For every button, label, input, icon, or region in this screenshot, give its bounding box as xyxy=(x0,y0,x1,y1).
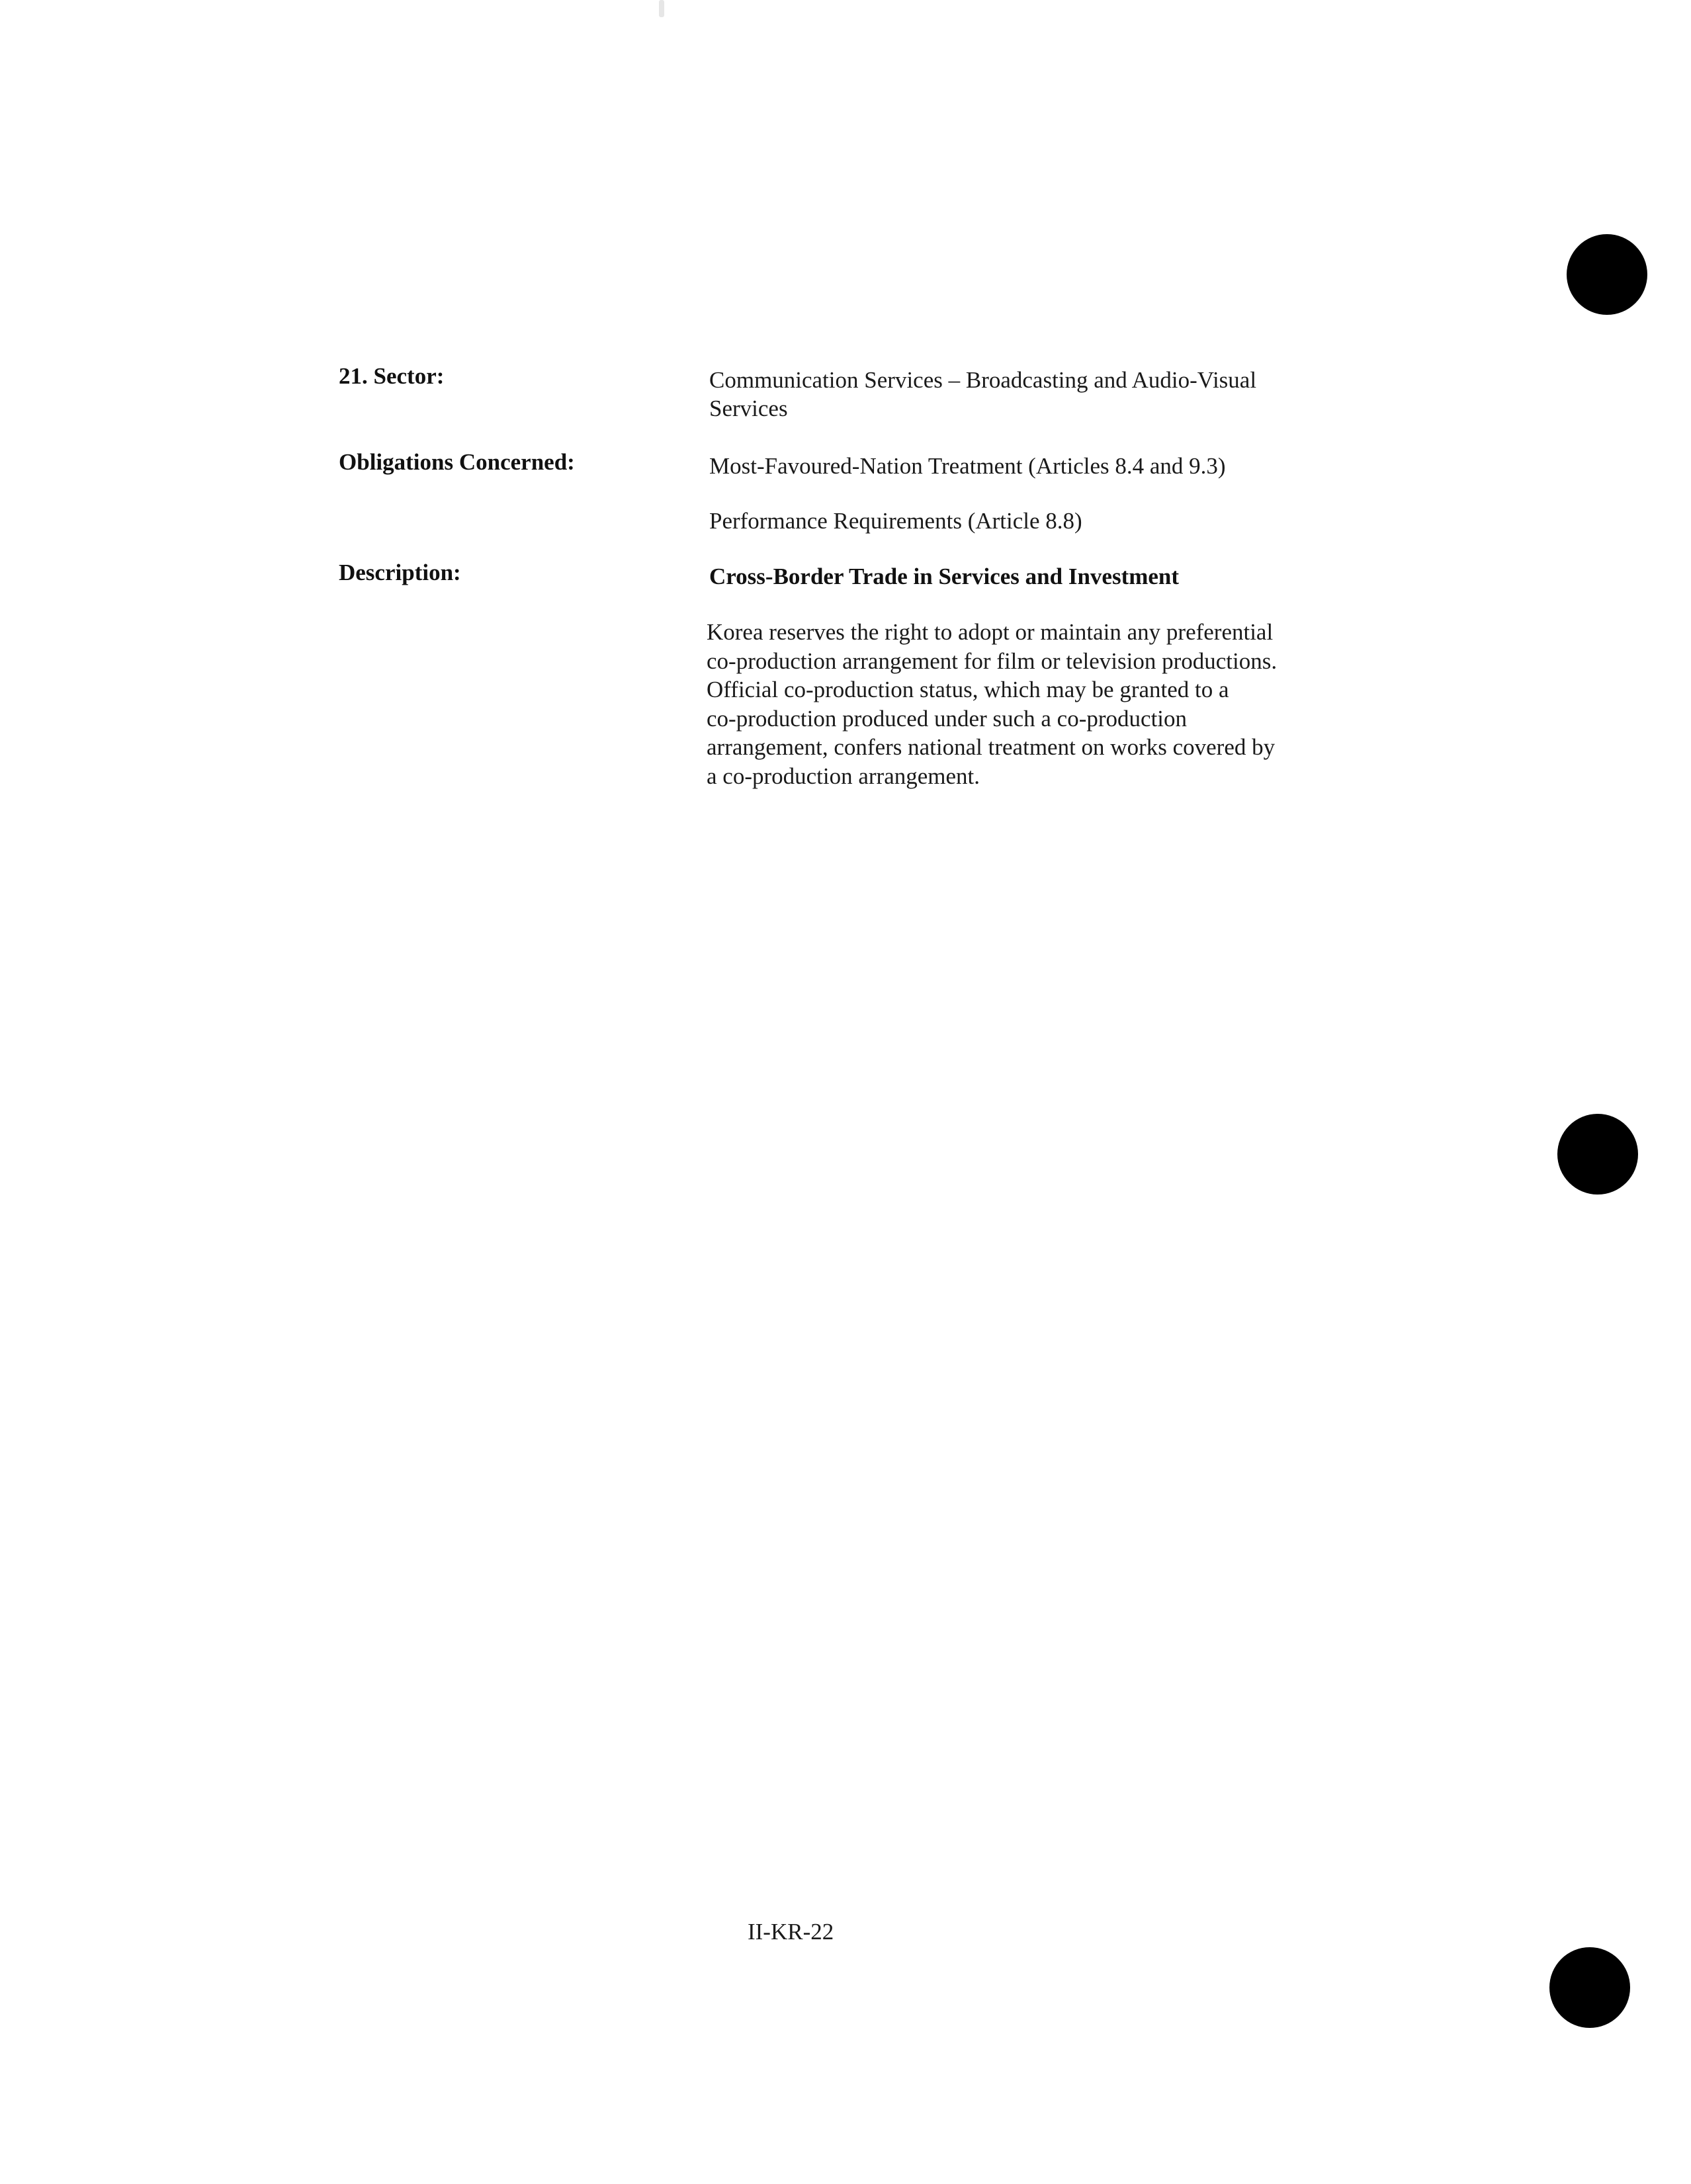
sector-value xyxy=(709,366,1358,423)
obligations-label: Obligations Concerned: xyxy=(339,449,575,475)
description-line: co-production arrangement for film or television productions. xyxy=(707,648,1278,674)
description-line: a co-production arrangement. xyxy=(707,763,980,789)
sector-value-line-1: Communication Services – Broadcasting and Audio-Visual xyxy=(709,367,1257,393)
sector-value-line-2: Services xyxy=(709,396,788,421)
page-number: II-KR-22 xyxy=(748,1919,834,1945)
description-line: co-production produced under such a co-production xyxy=(707,705,1188,732)
obligations-value-performance: Performance Requirements (Article 8.8) xyxy=(709,508,1082,534)
description-label: Description: xyxy=(339,560,461,585)
punch-hole-bottom xyxy=(1549,1947,1630,2028)
sector-label: 21. Sector: xyxy=(339,363,445,389)
scan-artifact xyxy=(659,0,664,17)
punch-hole-middle xyxy=(1557,1114,1638,1195)
obligations-value-mfn: Most-Favoured-Nation Treatment (Articles 8.4 and 9.3) xyxy=(709,453,1226,479)
description-paragraph xyxy=(707,618,1362,790)
description-heading: Cross-Border Trade in Services and Investment xyxy=(709,564,1180,589)
description-line: Official co-production status, which may be granted to a xyxy=(707,677,1229,702)
punch-hole-top xyxy=(1567,234,1647,315)
description-line: arrangement, confers national treatment on works covered by xyxy=(707,734,1276,760)
description-line: Korea reserves the right to adopt or maintain any preferential xyxy=(707,619,1274,645)
